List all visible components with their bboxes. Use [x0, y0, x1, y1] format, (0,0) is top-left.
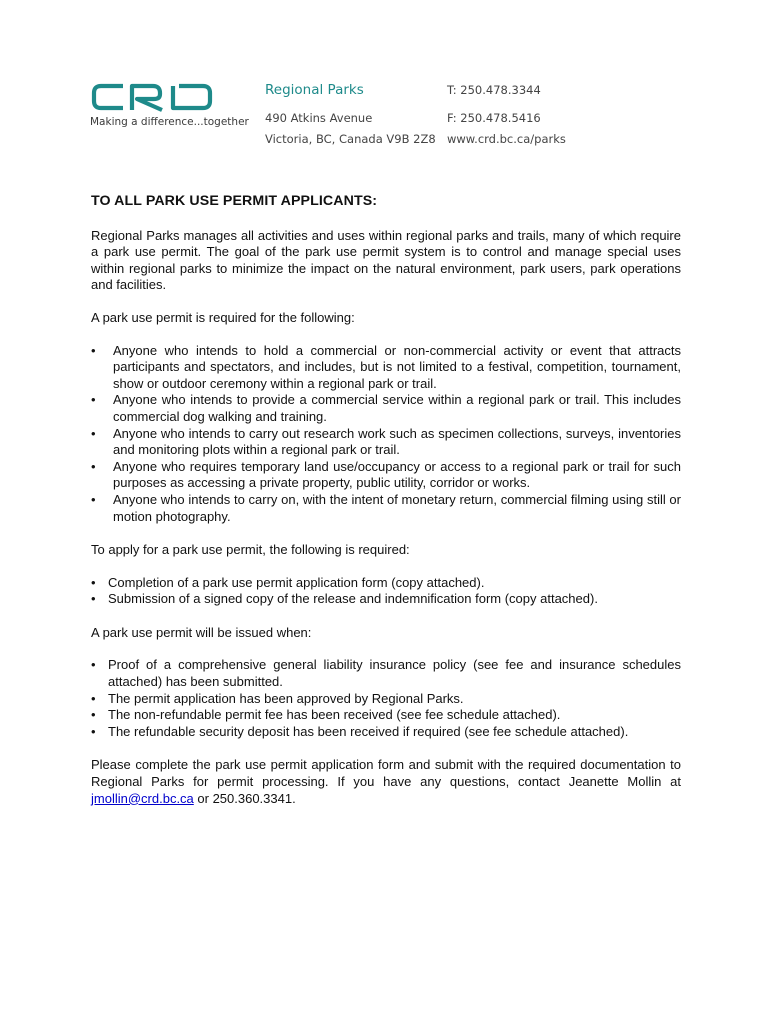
list-item: • Anyone who intends to provide a commercial service within a regional park or trail. This includes commercial dog walking and training. — [91, 392, 681, 424]
address-line-2: Victoria, BC, Canada V9B 2Z8 — [265, 132, 436, 146]
list-item: • Completion of a park use permit application form (copy attached). — [91, 574, 485, 590]
list-item: • Anyone who requires temporary land use/occupancy or access to a regional park or trail for such purposes as accessing a private property, public utility, corridor or works. — [91, 458, 681, 491]
apply-intro: To apply for a park use permit, the following is required: — [91, 542, 410, 558]
bullet-icon: • — [91, 723, 96, 739]
fax-number: F: 250.478.5416 — [447, 111, 541, 125]
list-item: • Anyone who intends to hold a commercial or non-commercial activity or event that attracts participants and spectators, and includes, but is not limited to a festival, competition, tournament, show or outdoor ceremony within a regional park or trail. — [91, 342, 681, 391]
address-line-1: 490 Atkins Avenue — [265, 111, 373, 125]
bullet-icon: • — [91, 392, 96, 408]
bullet-icon: • — [91, 591, 96, 607]
address-block — [265, 80, 436, 150]
required-intro: A park use permit is required for the following: — [91, 309, 355, 325]
bullet-icon: • — [91, 458, 96, 474]
website-link[interactable]: www.crd.bc.ca/parks — [447, 132, 566, 146]
bullet-icon: • — [91, 491, 96, 507]
list-item: • Anyone who intends to carry on, with the intent of monetary return, commercial filming using still or motion photography. — [91, 491, 681, 524]
list-item: • Proof of a comprehensive general liability insurance policy (see fee and insurance schedules attached) has been submitted. — [91, 657, 681, 690]
department-name: Regional Parks — [265, 82, 364, 98]
bullet-icon: • — [91, 707, 96, 723]
list-item: • The permit application has been approved by Regional Parks. — [91, 690, 464, 706]
required-list — [91, 343, 681, 526]
letterhead — [0, 0, 770, 150]
contact-block — [447, 80, 566, 150]
bullet-icon: • — [91, 690, 96, 706]
logo-tagline: Making a difference...together — [90, 116, 249, 128]
closing-paragraph: Please complete the park use permit application form and submit with the required documentation to Regional Parks for permit processing. If you have any questions, contact Jeanette Mollin at jmollin@crd.bc.ca or 250.360.3341. — [91, 757, 681, 806]
issued-intro: A park use permit will be issued when: — [91, 624, 312, 640]
apply-list — [91, 575, 681, 608]
bullet-icon: • — [91, 657, 96, 673]
list-item: • Submission of a signed copy of the release and indemnification form (copy attached). — [91, 591, 598, 607]
crd-logo — [90, 82, 249, 128]
bullet-icon: • — [91, 574, 96, 590]
page-title: TO ALL PARK USE PERMIT APPLICANTS: — [91, 193, 378, 209]
contact-email-link[interactable]: jmollin@crd.bc.ca — [91, 790, 194, 806]
document-body — [91, 193, 681, 823]
intro-paragraph: Regional Parks manages all activities and uses within regional parks and trails, many of which require a park use permit. The goal of the park use permit system is to control and manage special uses within regional parks to minimize the impact on the natural environment, park users, park operations and facilities. — [91, 227, 681, 293]
issued-list — [91, 657, 681, 740]
bullet-icon: • — [91, 425, 96, 441]
list-item: • Anyone who intends to carry out research work such as specimen collections, surveys, inventories and monitoring plots within a regional park or trail. — [91, 425, 681, 458]
bullet-icon: • — [91, 342, 96, 358]
crd-logo-mark — [90, 82, 215, 112]
list-item: • The non-refundable permit fee has been received (see fee schedule attached). — [91, 707, 561, 723]
list-item: • The refundable security deposit has been received if required (see fee schedule attached). — [91, 723, 629, 739]
phone-number: T: 250.478.3344 — [447, 83, 541, 97]
